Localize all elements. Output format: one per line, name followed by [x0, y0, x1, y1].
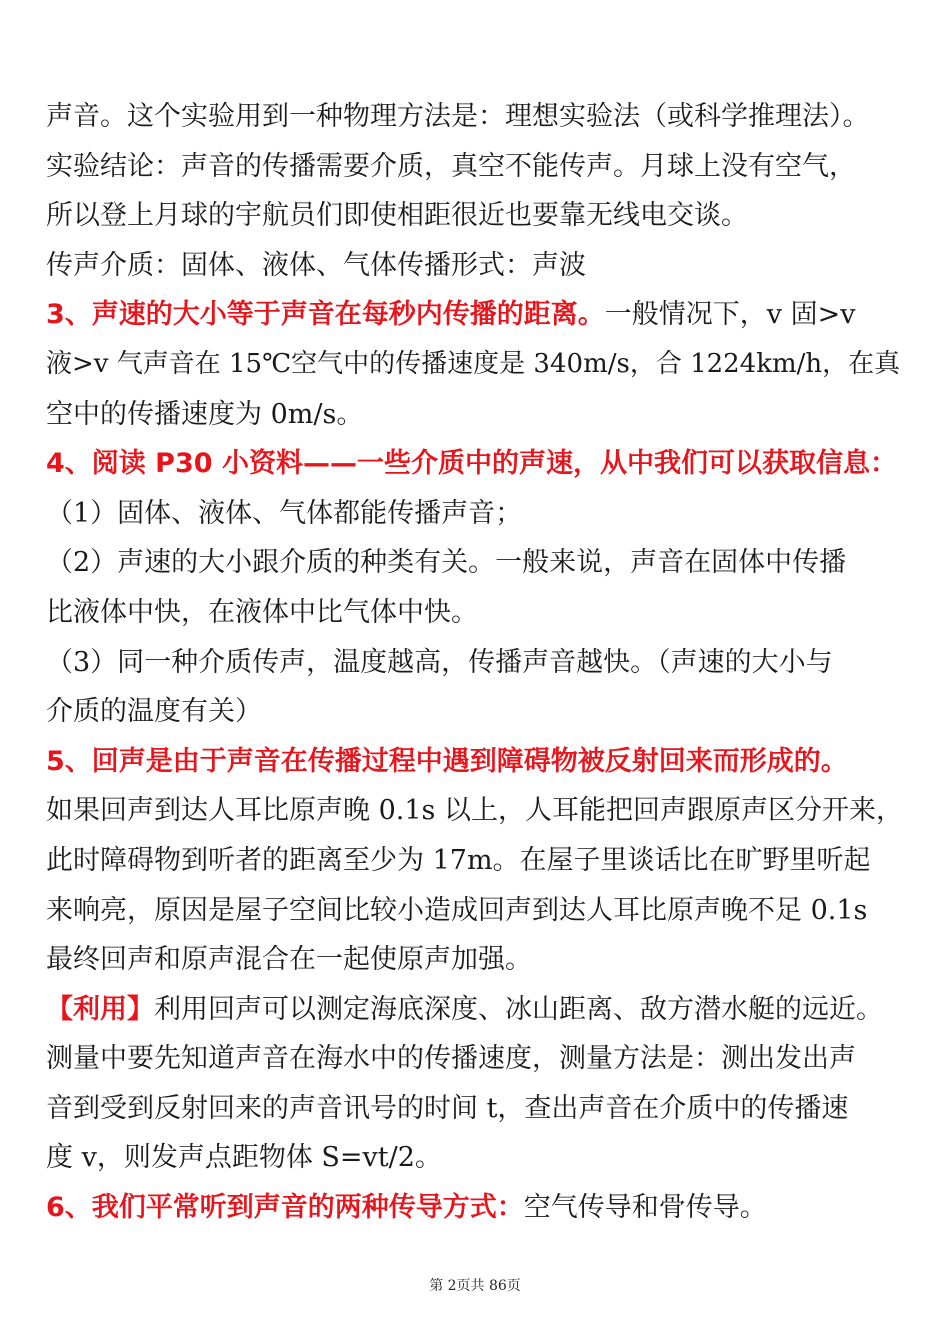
page-footer: 第 2页共 86页	[429, 1278, 521, 1294]
text-line	[46, 92, 916, 142]
heading-text: 3、声速的大小等于声音在每秒内传播的距离。	[46, 299, 605, 331]
body-text: 空气传导和骨传导。	[523, 1192, 767, 1224]
body-text: 所以登上月球的宇航员们即使相距很近也要靠无线电交谈。	[46, 200, 748, 232]
heading-text: 6、我们平常听到声音的两种传导方式：	[46, 1192, 524, 1224]
text-line	[46, 290, 916, 340]
text-line	[46, 1084, 916, 1134]
text-line	[46, 489, 916, 539]
body-text: 声音。这个实验用到一种物理方法是：理想实验法（或科学推理法）。	[46, 101, 870, 132]
text-line	[46, 588, 916, 638]
body-text: 度 v，则发声点距物体 S=vt/2。	[46, 1142, 442, 1174]
body-text: 此时障碍物到听者的距离至少为 17m。在屋子里谈话比在旷野里听起	[46, 844, 871, 876]
text-line	[46, 340, 916, 390]
body-text: 比液体中快，在液体中比气体中快。	[46, 596, 478, 628]
body-text: 来响亮，原因是屋子空间比较小造成回声到达人耳比原声晚不足 0.1s	[46, 894, 868, 926]
body-text: 传声介质：固体、液体、气体传播形式：声波	[46, 249, 586, 281]
heading-text: 5、回声是由于声音在传播过程中遇到障碍物被反射回来而形成的。	[46, 745, 848, 777]
text-line	[46, 1183, 916, 1233]
body-text: 利用回声可以测定海底深度、冰山距离、敌方潜水艇的远近。	[154, 993, 883, 1025]
text-line	[46, 1034, 916, 1084]
text-line	[46, 886, 916, 936]
heading-text: 【利用】	[46, 993, 154, 1025]
text-line	[46, 737, 916, 787]
body-text: 音到受到反射回来的声音讯号的时间 t，查出声音在介质中的传播速	[46, 1092, 849, 1124]
text-line	[46, 638, 916, 688]
text-line	[46, 439, 916, 489]
body-text: （2）声速的大小跟介质的种类有关。一般来说，声音在固体中传播	[46, 547, 847, 579]
text-line	[46, 1133, 916, 1183]
body-text: 介质的温度有关）	[46, 696, 262, 728]
text-line	[46, 538, 916, 588]
body-text: 测量中要先知道声音在海水中的传播速度，测量方法是：测出发出声	[46, 1043, 856, 1075]
body-text: （1）固体、液体、气体都能传播声音；	[46, 497, 523, 529]
document-body	[46, 92, 916, 1233]
body-text: 实验结论：声音的传播需要介质，真空不能传声。月球上没有空气，	[46, 150, 856, 182]
text-line	[46, 935, 916, 985]
body-text: （3）同一种介质传声，温度越高，传播声音越快。（声速的大小与	[46, 646, 833, 678]
heading-text: 4、阅读 P30 小资料——一些介质中的声速，从中我们可以获取信息：	[46, 448, 897, 480]
text-line	[46, 836, 916, 886]
text-line	[46, 142, 916, 192]
body-text: 最终回声和原声混合在一起使原声加强。	[46, 944, 532, 976]
text-line	[46, 687, 916, 737]
text-line	[46, 985, 916, 1035]
text-line	[46, 191, 916, 241]
text-line	[46, 786, 916, 836]
body-text: 液>v 气声音在 15℃空气中的传播速度是 340m/s，合 1224km/h，在真	[46, 348, 901, 379]
text-line	[46, 390, 916, 440]
body-text: 一般情况下，v 固>v	[604, 299, 856, 331]
body-text: 空中的传播速度为 0m/s。	[46, 398, 364, 430]
body-text: 如果回声到达人耳比原声晚 0.1s 以上，人耳能把回声跟原声区分开来，	[46, 795, 903, 827]
text-line	[46, 241, 916, 291]
